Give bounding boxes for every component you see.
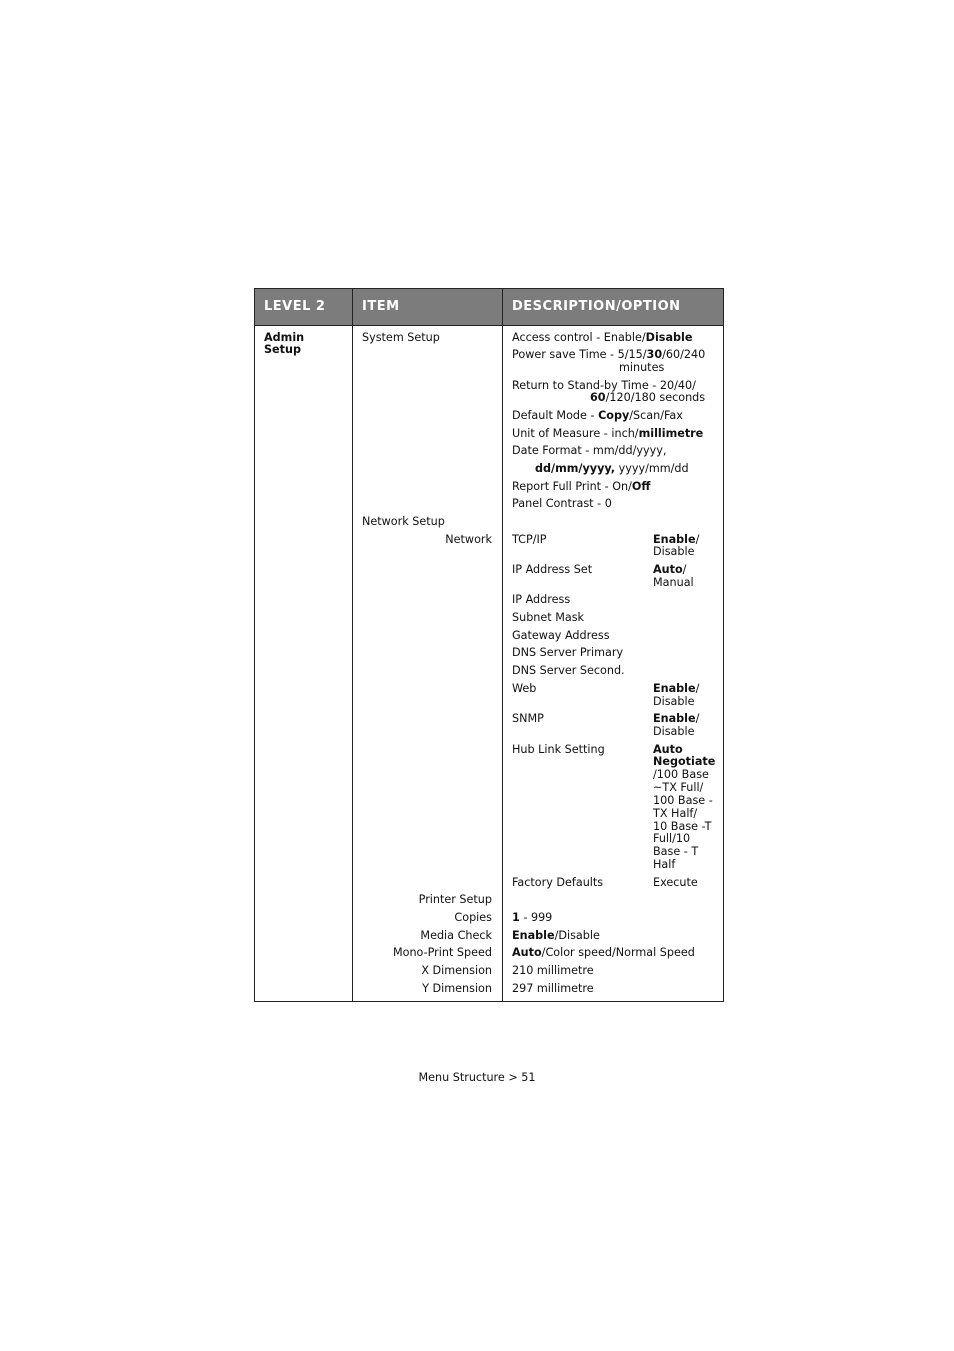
- net-hub-value-line: 10 Base -T: [653, 820, 712, 833]
- level2-admin: Admin: [264, 331, 305, 344]
- table-header: [255, 289, 723, 326]
- header-item: ITEM: [362, 299, 400, 314]
- page-footer: Menu Structure > 51: [418, 1071, 536, 1084]
- item-copies: Copies: [454, 911, 492, 924]
- item-network-setup: Network Setup: [362, 515, 445, 528]
- opt-date-format-values: dd/mm/yyyy, yyyy/mm/dd: [535, 462, 689, 475]
- header-description: DESCRIPTION/OPTION: [512, 299, 681, 314]
- net-snmp-value: Enable/: [653, 712, 700, 725]
- header-level2: LEVEL 2: [264, 299, 326, 314]
- net-ip-address: IP Address: [512, 593, 571, 606]
- net-hub-value-line: Negotiate: [653, 755, 716, 768]
- prn-media-check-value: Enable/Disable: [512, 929, 600, 942]
- item-printer-setup: Printer Setup: [418, 893, 492, 906]
- item-y-dimension: Y Dimension: [422, 982, 492, 995]
- opt-power-save: Power save Time - 5/15/30/60/240: [512, 348, 706, 361]
- column-divider: [352, 289, 353, 1001]
- prn-x-dimension-value: 210 millimetre: [512, 964, 594, 977]
- item-mono-print-speed: Mono-Print Speed: [392, 946, 492, 959]
- net-dns-primary: DNS Server Primary: [512, 646, 624, 659]
- net-hub-value-line: ~TX Full/: [653, 781, 704, 794]
- net-gateway: Gateway Address: [512, 629, 610, 642]
- opt-report-full-print: Report Full Print - On/Off: [512, 480, 651, 493]
- net-tcpip-value: Enable/: [653, 533, 700, 546]
- net-hub-value-line: Auto: [653, 743, 683, 756]
- net-hub-link: Hub Link Setting: [512, 743, 605, 756]
- net-subnet-mask: Subnet Mask: [512, 611, 585, 624]
- opt-default-mode: Default Mode - Copy/Scan/Fax: [512, 409, 683, 422]
- opt-panel-contrast: Panel Contrast - 0: [512, 497, 612, 510]
- opt-standby-values: 60/120/180 seconds: [590, 391, 706, 404]
- opt-power-save-unit: minutes: [619, 361, 665, 374]
- net-ip-address-set-value: Auto/: [653, 563, 687, 576]
- item-x-dimension: X Dimension: [421, 964, 492, 977]
- prn-speed-value: Auto/Color speed/Normal Speed: [512, 946, 695, 959]
- net-factory-defaults-value: Execute: [653, 876, 698, 889]
- net-tcpip-value-alt: Disable: [653, 545, 695, 558]
- item-system-setup: System Setup: [362, 331, 440, 344]
- net-factory-defaults: Factory Defaults: [512, 876, 604, 889]
- opt-unit-measure: Unit of Measure - inch/millimetre: [512, 427, 704, 440]
- net-hub-value-line: Base - T: [653, 845, 699, 858]
- column-divider: [502, 289, 503, 1001]
- net-ip-address-set-value-alt: Manual: [653, 576, 694, 589]
- item-network: Network: [445, 533, 492, 546]
- net-snmp: SNMP: [512, 712, 544, 725]
- net-hub-value-line: Full/10: [653, 832, 691, 845]
- opt-standby: Return to Stand-by Time - 20/40/: [512, 379, 696, 392]
- opt-date-format: Date Format - mm/dd/yyyy,: [512, 444, 667, 457]
- prn-copies-value: 1 - 999: [512, 911, 553, 924]
- net-dns-second: DNS Server Second.: [512, 664, 625, 677]
- opt-access-control: Access control - Enable/Disable: [512, 331, 693, 344]
- net-tcpip: TCP/IP: [512, 533, 547, 546]
- prn-y-dimension-value: 297 millimetre: [512, 982, 594, 995]
- net-web-value-alt: Disable: [653, 695, 695, 708]
- net-ip-address-set: IP Address Set: [512, 563, 593, 576]
- net-web-value: Enable/: [653, 682, 700, 695]
- net-web: Web: [512, 682, 537, 695]
- net-hub-value-line: Half: [653, 858, 676, 871]
- net-hub-value-line: 100 Base -: [653, 794, 713, 807]
- net-hub-value-line: /100 Base: [653, 768, 709, 781]
- net-snmp-value-alt: Disable: [653, 725, 695, 738]
- item-media-check: Media Check: [420, 929, 492, 942]
- net-hub-value-line: TX Half/: [653, 807, 698, 820]
- level2-setup: Setup: [264, 343, 301, 356]
